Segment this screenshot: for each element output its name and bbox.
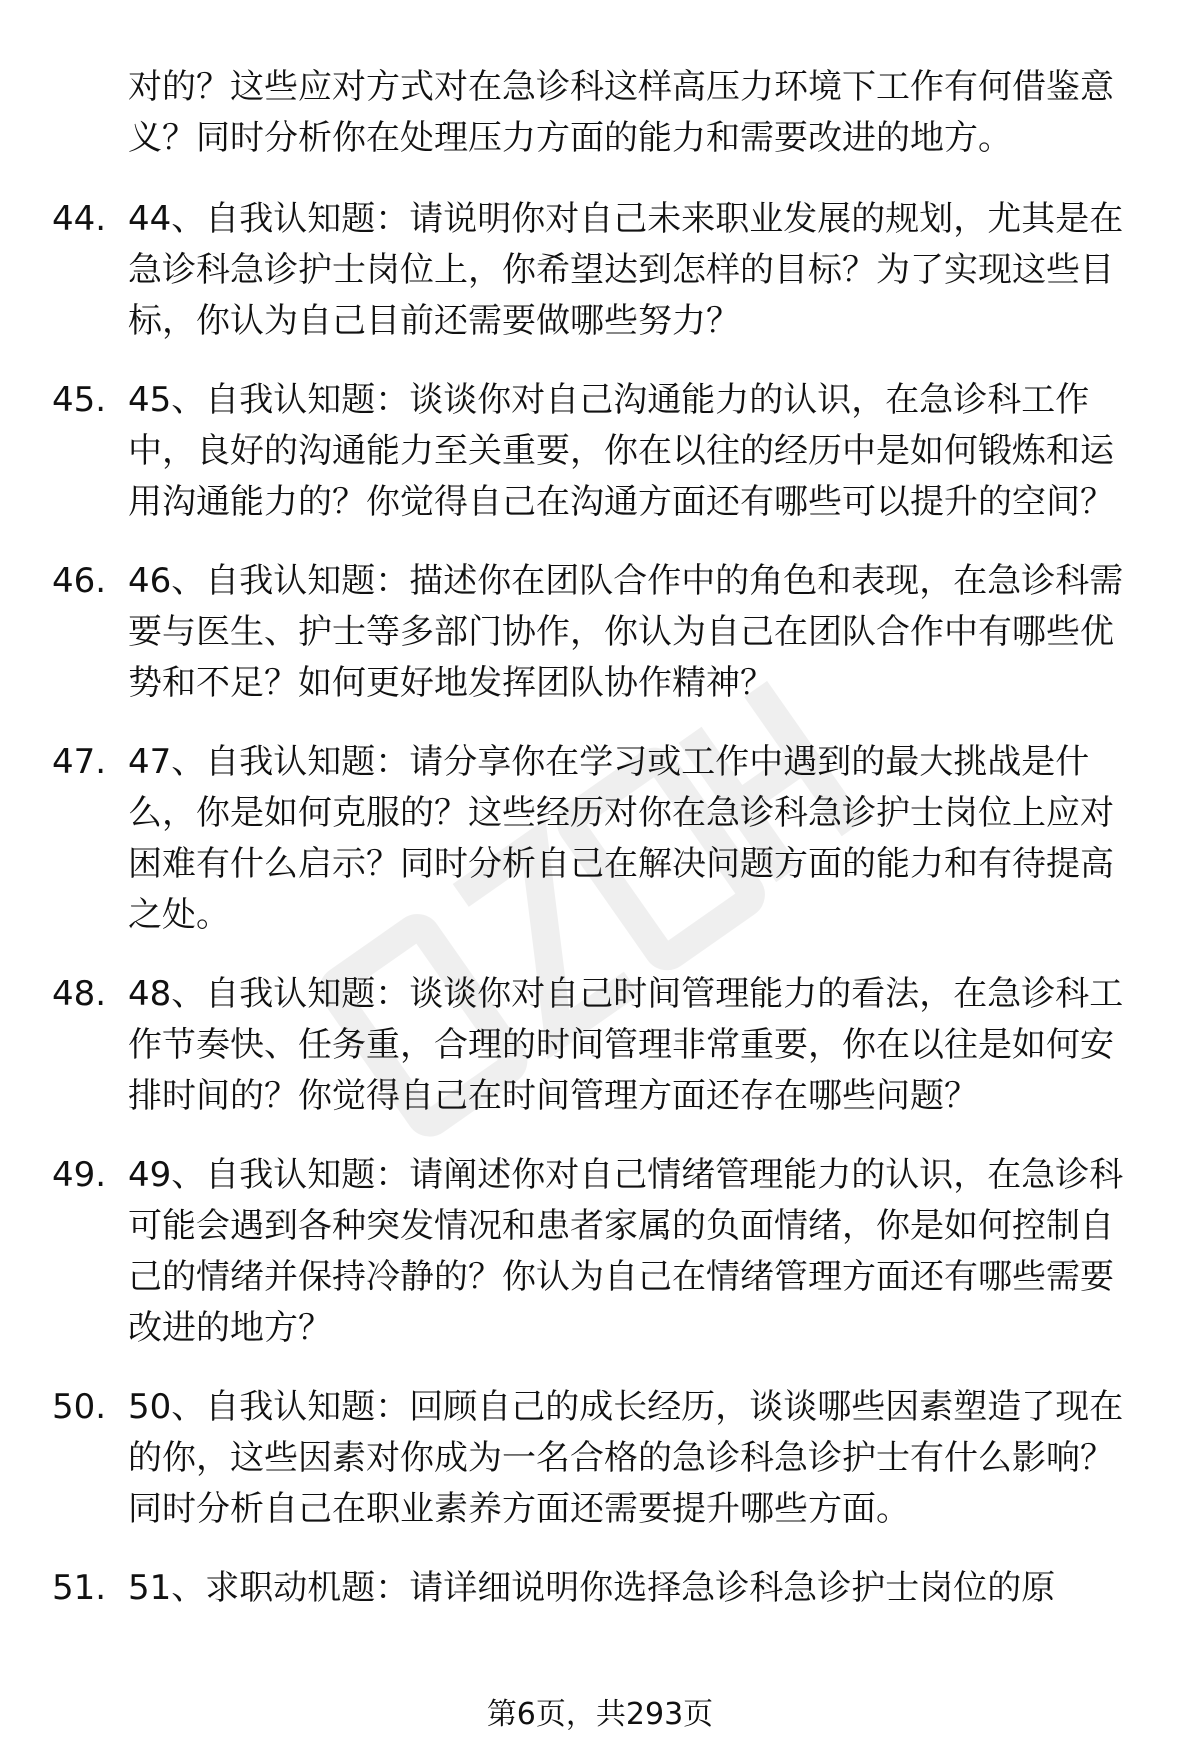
- question-text: 45、自我认知题：谈谈你对自己沟通能力的认识，在急诊科工作中，良好的沟通能力至关重要，你在以往的经历中是如何锻炼和运用沟通能力的？你觉得自己在沟通方面还有哪些可以提升的空间？: [128, 380, 1114, 522]
- continuation-text: 对的？这些应对方式对在急诊科这样高压力环境下工作有何借鉴意义？同时分析你在处理压力方面的能力和需要改进的地方。: [128, 67, 1114, 158]
- question-text: 48、自我认知题：谈谈你对自己时间管理能力的看法，在急诊科工作节奏快、任务重，合理的时间管理非常重要，你在以往是如何安排时间的？你觉得自己在时间管理方面还存在哪些问题？: [128, 974, 1124, 1116]
- question-text: 49、自我认知题：请阐述你对自己情绪管理能力的认识，在急诊科可能会遇到各种突发情况和患者家属的负面情绪，你是如何控制自己的情绪并保持冷静的？你认为自己在情绪管理方面还有哪些需要改进的地方？: [128, 1155, 1124, 1348]
- question-text: 44、自我认知题：请说明你对自己未来职业发展的规划，尤其是在急诊科急诊护士岗位上，你希望达到怎样的目标？为了实现这些目标，你认为自己目前还需要做哪些努力？: [128, 199, 1124, 341]
- list-item: [52, 1382, 1142, 1535]
- question-number: 47.: [52, 742, 107, 782]
- question-number: 45.: [52, 380, 107, 420]
- question-number: 44.: [52, 199, 107, 239]
- question-list: [52, 62, 1142, 1642]
- question-number: 50.: [52, 1387, 107, 1427]
- page-footer: 第6页，共293页: [486, 1697, 714, 1732]
- question-number: 49.: [52, 1155, 107, 1195]
- question-text: 47、自我认知题：请分享你在学习或工作中遇到的最大挑战是什么，你是如何克服的？这些经历对你在急诊科急诊护士岗位上应对困难有什么启示？同时分析自己在解决问题方面的能力和有待提高之处。: [128, 742, 1114, 935]
- question-text: 50、自我认知题：回顾自己的成长经历，谈谈哪些因素塑造了现在的你，这些因素对你成为一名合格的急诊科急诊护士有什么影响？同时分析自己在职业素养方面还需要提升哪些方面。: [128, 1387, 1124, 1529]
- list-item: [52, 556, 1142, 709]
- list-item: [52, 375, 1142, 528]
- question-number: 51.: [52, 1568, 107, 1608]
- question-text: 51、求职动机题：请详细说明你选择急诊科急诊护士岗位的原: [128, 1568, 1056, 1608]
- list-item: [52, 194, 1142, 347]
- list-item: [52, 969, 1142, 1122]
- list-item: [52, 737, 1142, 941]
- question-number: 46.: [52, 561, 107, 601]
- question-number: 48.: [52, 974, 107, 1014]
- list-item: [52, 1150, 1142, 1354]
- list-item: [52, 1563, 1142, 1614]
- question-text: 46、自我认知题：描述你在团队合作中的角色和表现，在急诊科需要与医生、护士等多部门协作，你认为自己在团队合作中有哪些优势和不足？如何更好地发挥团队协作精神？: [128, 561, 1124, 703]
